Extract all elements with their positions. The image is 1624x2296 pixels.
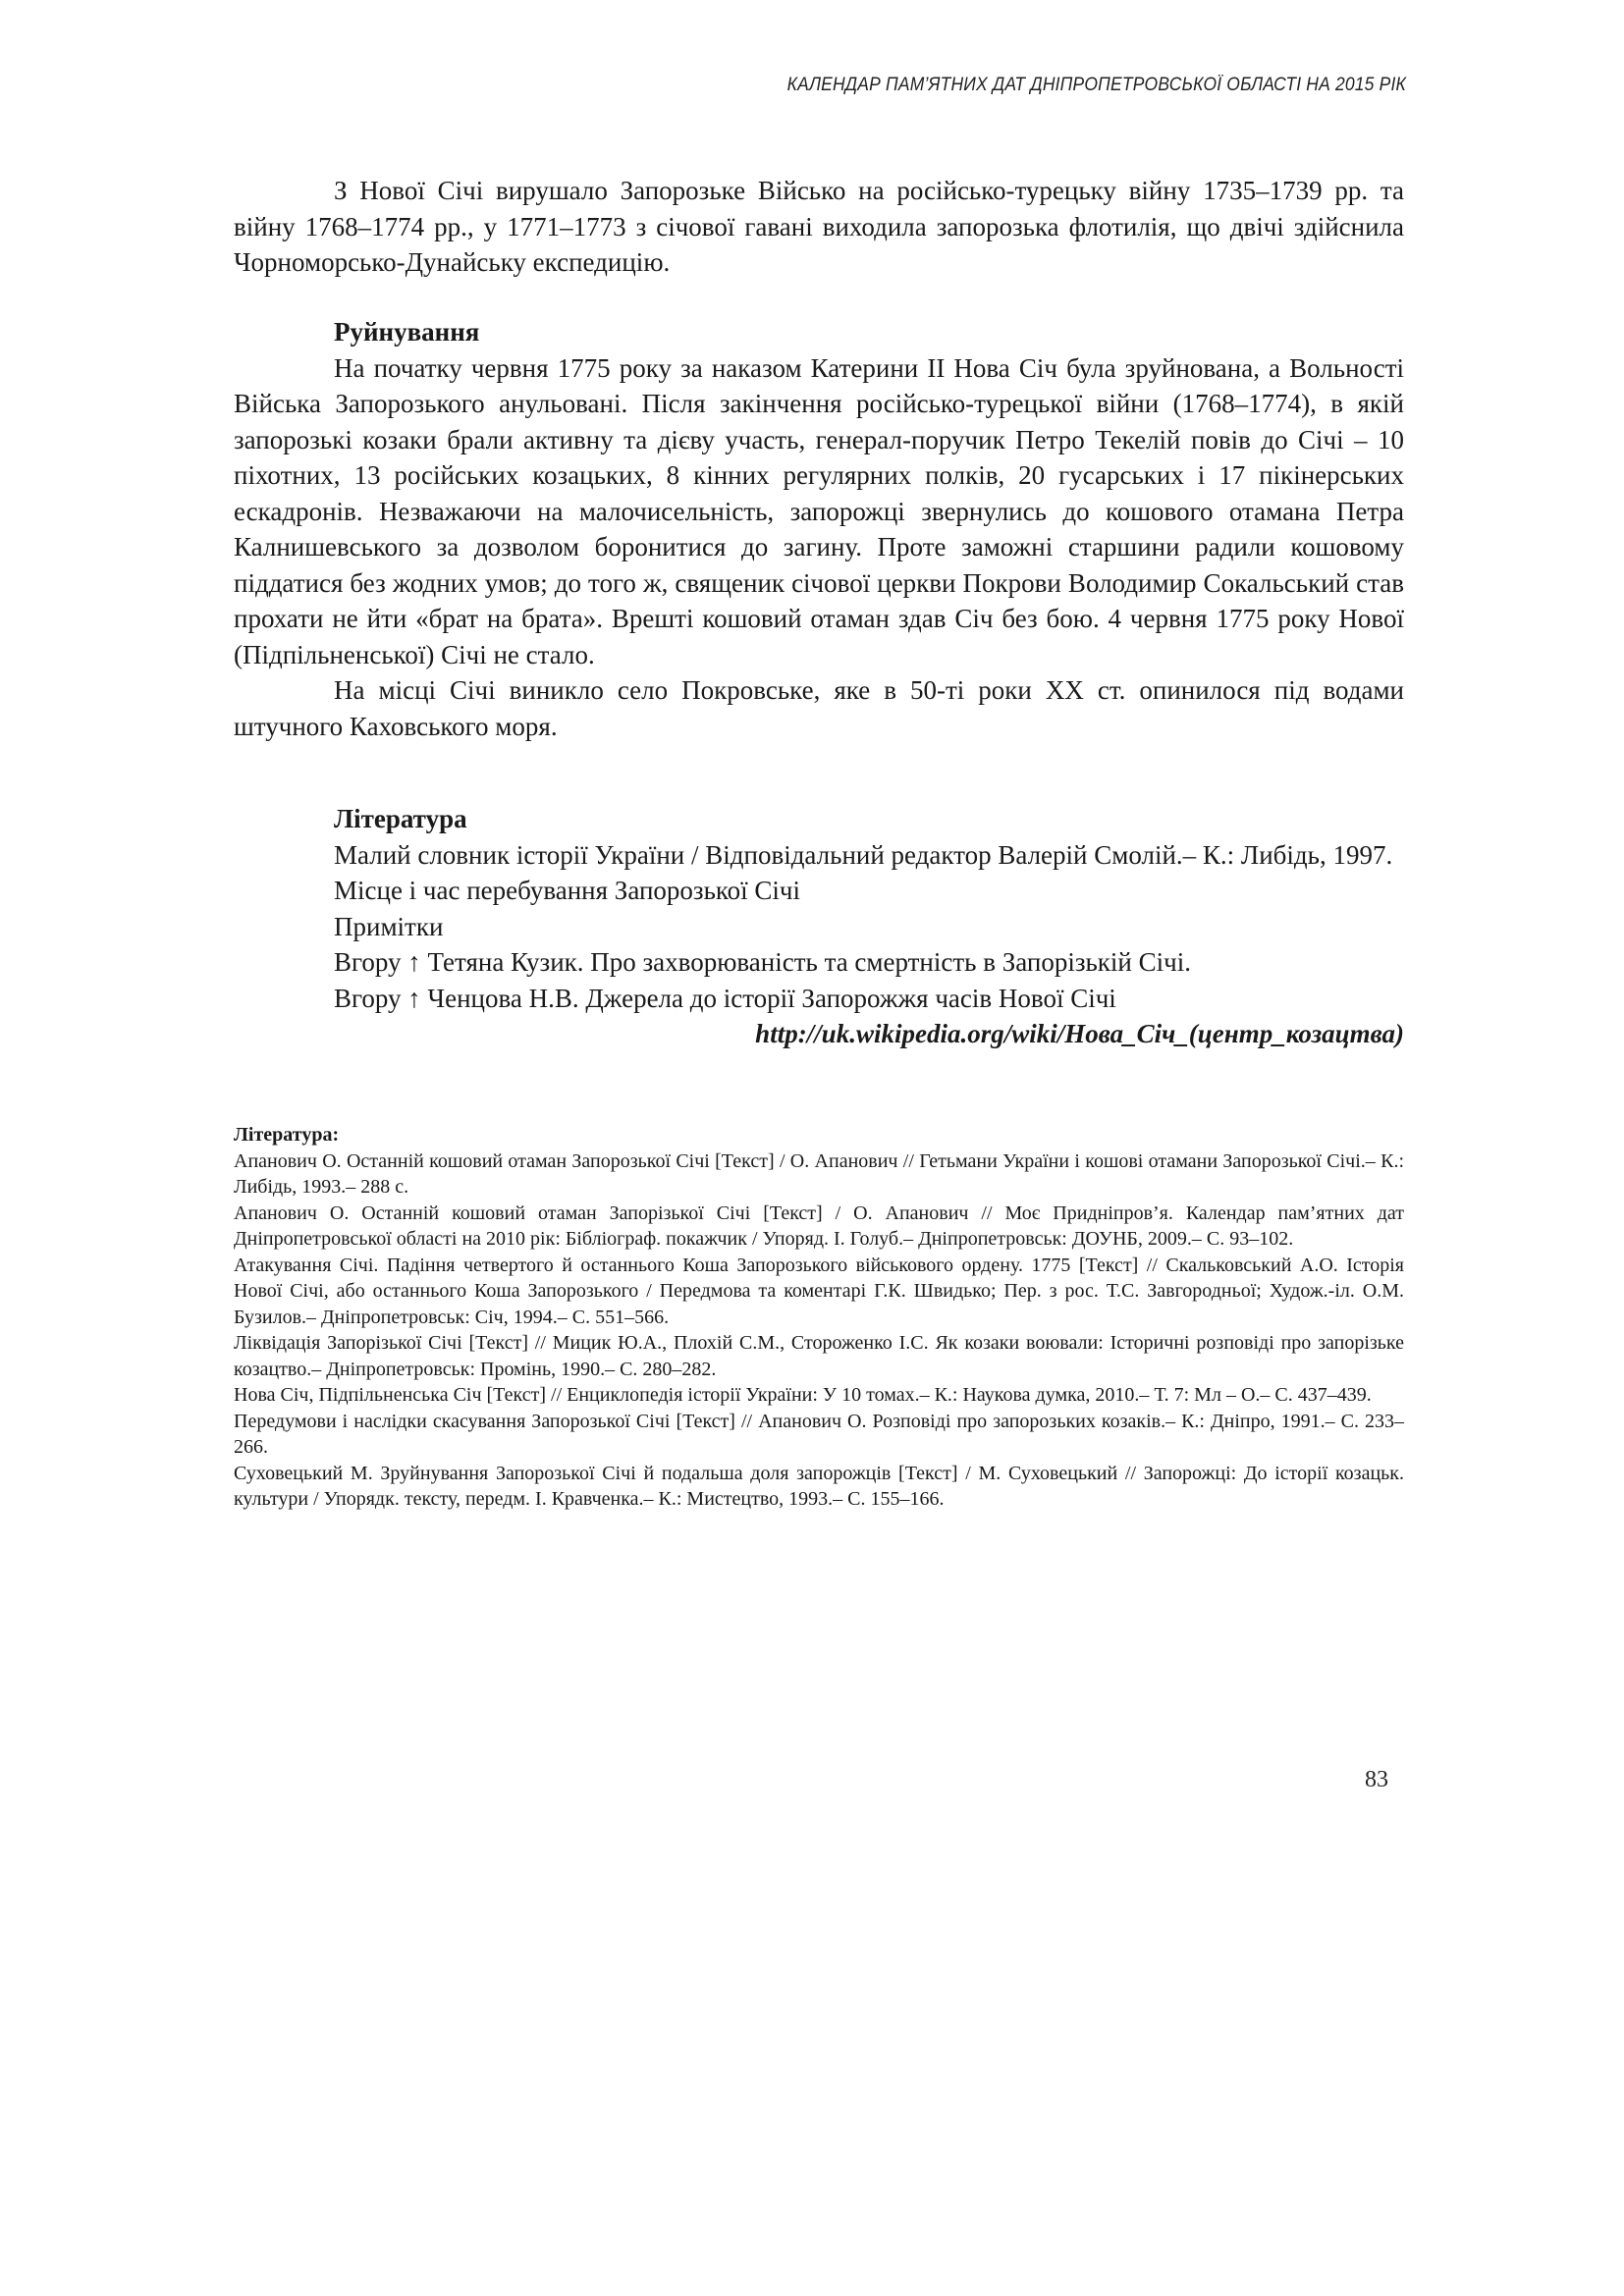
reference-item: Апанович О. Останній кошовий отаман Запорозької Січі [Текст] / О. Апанович // Гетьмани України і кошові отамани Запорозької Січі.– К.: Либідь, 1993.– 288 с. [234,1149,1404,1198]
literature-section [234,801,1404,1052]
intro-section [234,173,1404,281]
source-url-link[interactable]: http://uk.wikipedia.org/wiki/Нова_Січ_(центр_козацтва) [755,1019,1404,1048]
reference-item: Суховецький М. Зруйнування Запорозької Січі й подальша доля запорожців [Текст] / М. Суховецький // Запорожці: До історії козацьк. культури / Упорядк. тексту, передм. І. Кравченка.– К.: Мистецтво, 1993.– С. 155–166. [234,1462,1404,1510]
page-number: 83 [1365,1767,1388,1792]
reference-item: Передумови і наслідки скасування Запорозької Січі [Текст] // Апанович О. Розповіді про запорозьких козаків.– К.: Дніпро, 1991.– С. 233–266. [234,1410,1404,1458]
references-title: Література: [234,1124,340,1146]
references-section [234,1122,1404,1513]
intro-paragraph: З Нової Січі вирушало Запорозьке Військо на російсько-турецьку війну 1735–1739 рр. та війну 1768–1774 рр., у 1771–1773 з січової гавані виходила запорозька флотилія, що двічі здійснила Чорноморсько-Дунайську експедицію. [234,176,1404,277]
destruction-paragraph: На місці Січі виникло село Покровське, яке в 50-ті роки XX ст. опинилося під водами штучного Каховського моря. [234,675,1404,741]
reference-item: Апанович О. Останній кошовий отаман Запорізької Січі [Текст] / О. Апанович // Моє Придніпров’я. Календар пам’ятних дат Дніпропетровської області на 2010 рік: Бібліограф. покажчик / Упоряд. І. Голуб.– Дніпропетровськ: ДОУНБ, 2009.– С. 93–102. [234,1201,1404,1250]
literature-line: Примітки [334,911,444,941]
destruction-section [234,314,1404,744]
running-header: КАЛЕНДАР ПАМ’ЯТНИХ ДАТ ДНІПРОПЕТРОВСЬКОЇ ОБЛАСТІ НА 2015 РІК [786,75,1406,95]
literature-entry: Малий словник історії України / Відповідальний редактор Валерій Смолій.– К.: Либідь, 1997. [334,839,1393,870]
reference-item: Атакування Січі. Падіння четвертого й останнього Коша Запорозького військового ордену. 1775 [Текст] // Скальковський А.О. Історія Нової Січі, або останнього Коша Запорозького / Передмова та коментарі Г.К. Швидько; Пер. з рос. Т.С. Завгородньої; Худож.-іл. О.М. Бузилов.– Дніпропетровськ: Січ, 1994.– С. 551–566. [234,1254,1404,1328]
reference-item: Ліквідація Запорізької Січі [Текст] // Мицик Ю.А., Плохій С.М., Стороженко І.С. Як козаки воювали: Історичні розповіді про запорізьке козацтво.– Дніпропетровськ: Промінь, 1990.– С. 280–282. [234,1332,1404,1380]
reference-item: Нова Січ, Підпільненська Січ [Текст] // Енциклопедія історії України: У 10 томах.– К.: Наукова думка, 2010.– Т. 7: Мл – О.– С. 437–439. [234,1384,1372,1406]
section-heading-destruction: Руйнування [334,317,480,347]
destruction-paragraph: На початку червня 1775 року за наказом Катерини II Нова Січ була зруйнована, а Вольності Війська Запорозького анульовані. Після закінчення російсько-турецької війни (1768–1774), в якій запорозькі козаки брали активну та дієву участь, генерал-поручик Петро Текелій повів до Січі – 10 піхотних, 13 російських козацьких, 8 кінних регулярних полків, 20 гусарських і 17 пікінерських ескадронів. Незважаючи на малочисельність, запорожці звернулись до кошового отамана Петра Калнишевського за дозволом боронитися до загину. Проте заможні старшини радили кошовому піддатися без жодних умов; до того ж, священик січової церкви Покрови Володимир Сокальський став прохати не йти «брат на брата». Врешті кошовий отаман здав Січ без бою. 4 червня 1775 року Нової (Підпільненської) Січі не стало. [234,352,1404,669]
literature-line[interactable]: Вгору ↑ Ченцова Н.В. Джерела до історії Запорожжя часів Нової Січі [334,983,1116,1013]
section-heading-literature: Література [334,804,467,833]
literature-line[interactable]: Місце і час перебування Запорозької Січі [334,876,800,905]
literature-line[interactable]: Вгору ↑ Тетяна Кузик. Про захворюваність та смертність в Запорізькій Січі. [334,947,1191,977]
